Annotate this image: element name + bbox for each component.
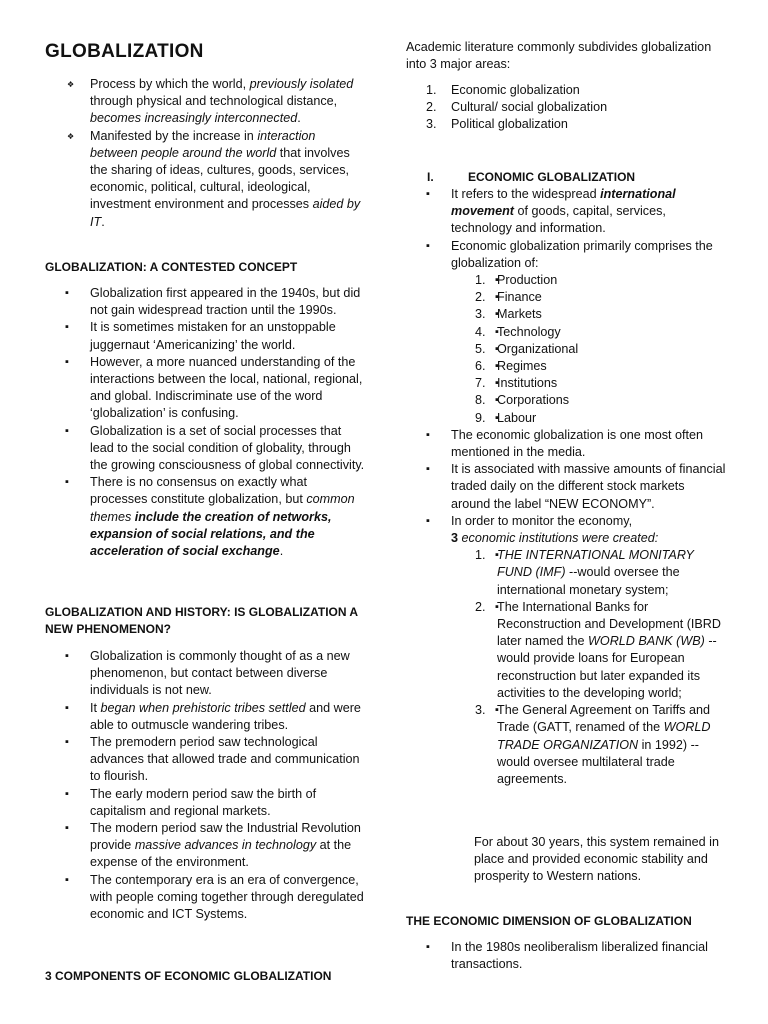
list-item: 3. Political globalization xyxy=(426,117,568,132)
section-heading-contested: GLOBALIZATION: A CONTESTED CONCEPT xyxy=(45,260,298,274)
list-item: ▪ 7. Institutions xyxy=(475,375,726,392)
list-item: ▪ 3. Markets xyxy=(475,306,726,323)
section-heading-components: 3 COMPONENTS OF ECONOMIC GLOBALIZATION xyxy=(45,969,332,983)
roman-numeral: I. xyxy=(427,170,434,184)
list-item: ▪ The economic globalization is one most often mentioned in the media. xyxy=(406,427,726,461)
list-item: ▪ 3. The General Agreement on Tariffs and Trade (GATT, renamed of the WORLD TRADE ORGANIZATION in 1992) --would oversee multilateral trade agreements. xyxy=(475,702,726,788)
closing-paragraph: For about 30 years, this system remained in place and provided economic stability and prosperity to Western nations. xyxy=(474,835,719,884)
list-item: ▪ In the 1980s neoliberalism liberalized financial transactions. xyxy=(406,939,726,973)
list-item: ▪ It refers to the widespread international movement of goods, capital, services, technology and information. xyxy=(406,186,726,238)
list-item: ▪ It began when prehistoric tribes settled and were able to outmuscle wandering tribes. xyxy=(45,700,365,734)
globalization-of-list xyxy=(475,272,726,427)
list-item: ▪ 9. Labour xyxy=(475,410,726,427)
areas-list xyxy=(426,82,726,134)
list-item: ▪ There is no consensus on exactly what processes constitute globalization, but common themes include the creation of networks, expansion of social relations, and the acceleration of social exchange. xyxy=(45,474,365,560)
list-item: ▪ 1. THE INTERNATIONAL MONITARY FUND (IMF) --would oversee the international monetary system; xyxy=(475,547,726,599)
list-item: ▪ Globalization first appeared in the 1940s, but did not gain widespread traction until the 1990s. xyxy=(45,285,365,319)
list-item: ▪ In order to monitor the economy, 3 economic institutions were created: ▪ 1. THE INTERNATIONAL MONITARY FUND (IMF) --would oversee the international monetary system; ▪ 2. The International Banks for Reconstruction and Development (IBRD later named the WORLD BANK (WB) -- would provide loans for European reconstruction but later expanded its activities to the developing world; ▪ 3. The General Agreement on Tariffs and Trade (GATT, renamed of the WORLD TRADE ORGANIZATION in 1992) --would oversee multilateral trade agreements. xyxy=(406,513,726,788)
page-title: GLOBALIZATION xyxy=(45,41,204,62)
list-item: 2. Cultural/ social globalization xyxy=(426,100,608,115)
economic-list xyxy=(406,186,726,788)
intro-list xyxy=(45,76,365,231)
list-item: ▪ The contemporary era is an era of convergence, with people coming together through deregulated economic and ICT Systems. xyxy=(45,872,365,924)
dimension-list xyxy=(406,939,726,973)
list-item: ❖ Manifested by the increase in interaction between people around the world that involves the sharing of ideas, cultures, goods, services, economic, political, cultural, ideological, investment environment and processes aided by IT. xyxy=(45,128,365,231)
list-item: ▪ 4. Technology xyxy=(475,324,726,341)
contested-list xyxy=(45,285,365,560)
list-item: ▪ 2. The International Banks for Reconstruction and Development (IBRD later named the WORLD BANK (WB) -- would provide loans for European reconstruction but later expanded its activities to the developing world; xyxy=(475,599,726,702)
list-item: ▪ It is associated with massive amounts of financial traded daily on the different stock markets around the label “NEW ECONOMY”. xyxy=(406,461,726,513)
list-item: ▪ Globalization is a set of social processes that lead to the social condition of globality, through the growing consciousness of global connectivity. xyxy=(45,423,365,475)
list-item: ▪ 5. Organizational xyxy=(475,341,726,358)
section-heading-economic: I. ECONOMIC GLOBALIZATION xyxy=(427,170,636,184)
list-item: ▪ The modern period saw the Industrial Revolution provide massive advances in technology at the expense of the environment. xyxy=(45,820,365,872)
list-item: ▪ 1. Production xyxy=(475,272,726,289)
list-item: ▪ Economic globalization primarily comprises the globalization of: ▪ 1. Production ▪ 2. Finance ▪ 3. Markets ▪ 4. Technology ▪ 5. Organizational ▪ 6. Regimes ▪ 7. Institutions ▪ 8. Corporations ▪ 9. Labour xyxy=(406,238,726,427)
section-heading-history: GLOBALIZATION AND HISTORY: IS GLOBALIZATION A NEW PHENOMENON? xyxy=(45,605,358,637)
list-item: ▪ 2. Finance xyxy=(475,289,726,306)
section-heading-dimension: THE ECONOMIC DIMENSION OF GLOBALIZATION xyxy=(406,914,692,928)
list-item: ▪ Globalization is commonly thought of as a new phenomenon, but contact between diverse individuals is not new. xyxy=(45,648,365,700)
list-item: ▪ The early modern period saw the birth of capitalism and regional markets. xyxy=(45,786,365,820)
list-item: ▪ The premodern period saw technological advances that allowed trade and communication to flourish. xyxy=(45,734,365,786)
list-item: ▪ However, a more nuanced understanding of the interactions between the local, national, regional, and global. Indiscriminate use of the word ‘globalization’ is confusing. xyxy=(45,354,365,423)
list-item: ❖ Process by which the world, previously isolated through physical and technological distance, becomes increasingly interconnected. xyxy=(45,76,365,128)
list-item: 1. Economic globalization xyxy=(426,83,580,97)
institutions-list xyxy=(475,547,726,788)
list-item: ▪ It is sometimes mistaken for an unstoppable juggernaut ‘Americanizing’ the world. xyxy=(45,319,365,353)
areas-intro: Academic literature commonly subdivides globalization into 3 major areas: xyxy=(406,40,712,72)
list-item: ▪ 6. Regimes xyxy=(475,358,726,375)
history-list xyxy=(45,648,365,923)
list-item: ▪ 8. Corporations xyxy=(475,392,726,409)
